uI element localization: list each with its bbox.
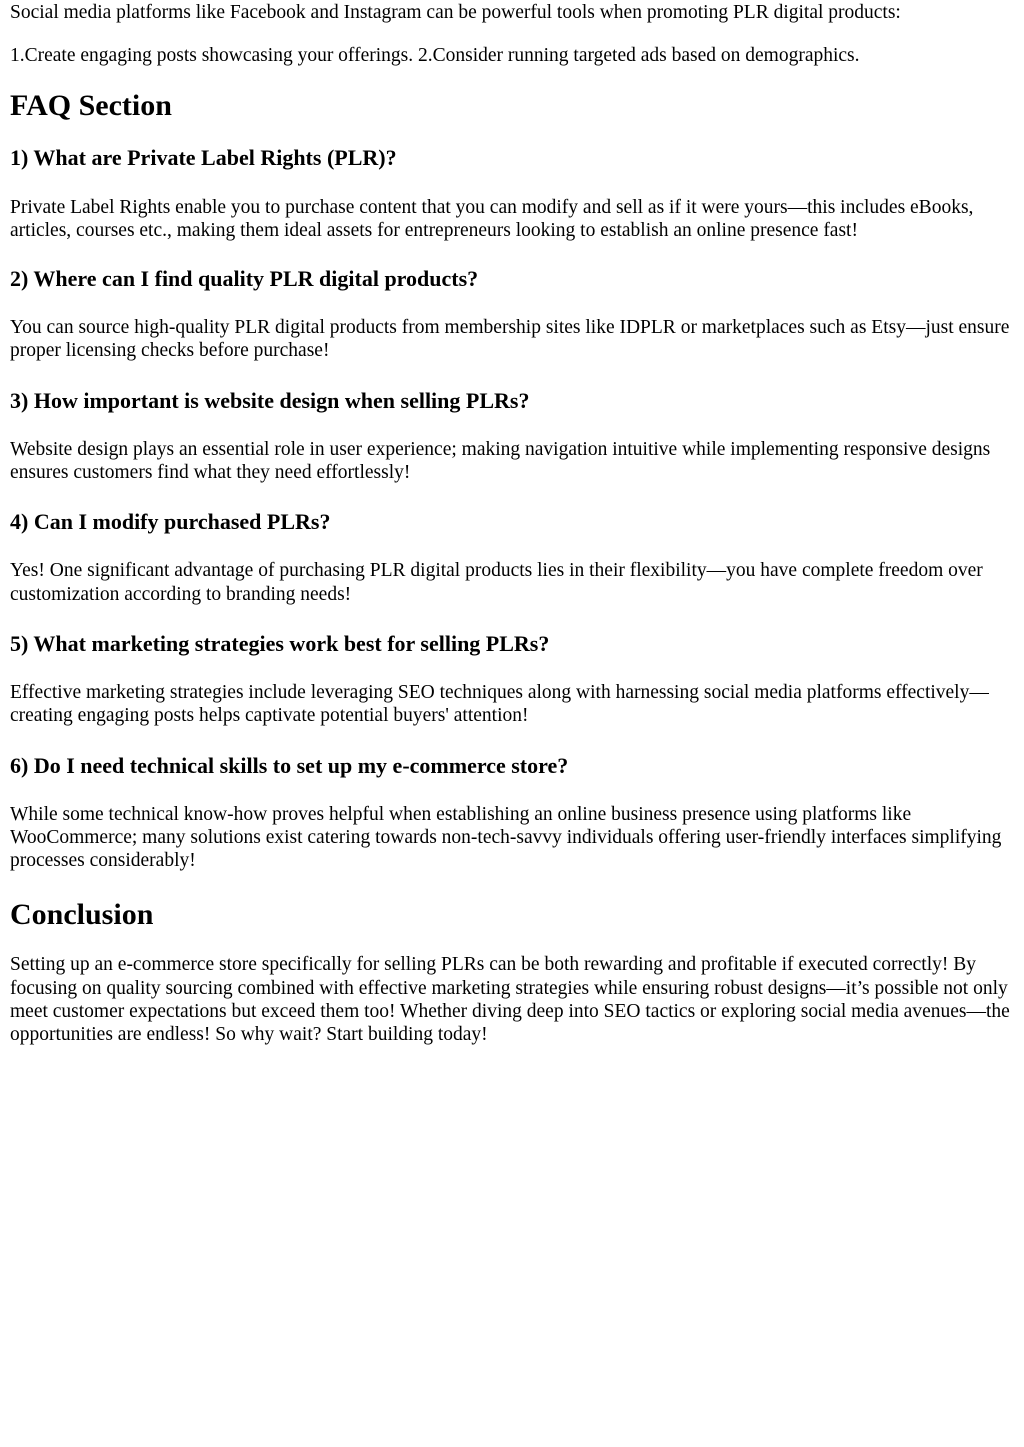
document-page	[0, 1, 1024, 1047]
faq-question: 1) What are Private Label Rights (PLR)?	[10, 144, 397, 170]
conclusion-paragraph: Setting up an e-commerce store specifically for selling PLRs can be both rewarding and profitable if executed correctly! By focusing on quality sourcing combined with effective marketing strategies while ensuring robust designs—it’s possible not only meet customer expectations but exceed them too! Whether diving deep into SEO tactics or exploring social media avenues—the opportunities are endless! So why wait? Start building today!	[10, 954, 1010, 1046]
faq-answer: While some technical know-how proves helpful when establishing an online business presence using platforms like WooCommerce; many solutions exist catering towards non-tech-savvy individuals offering user-friendly interfaces simplifying processes considerably!	[10, 803, 1002, 872]
faq-question: 4) Can I modify purchased PLRs?	[10, 509, 331, 535]
faq-heading: FAQ Section	[10, 88, 172, 122]
faq-question: 3) How important is website design when selling PLRs?	[10, 387, 530, 413]
faq-item	[10, 509, 1014, 606]
faq-answer: You can source high-quality PLR digital products from membership sites like IDPLR or marketplaces such as Etsy—just ensure proper licensing checks before purchase!	[10, 317, 1010, 362]
intro-paragraph: Social media platforms like Facebook and Instagram can be powerful tools when promoting PLR digital products:	[10, 2, 901, 23]
faq-answer: Website design plays an essential role in user experience; making navigation intuitive while implementing responsive designs ensures customers find what they need effortlessly!	[10, 438, 991, 484]
faq-item	[10, 631, 1014, 728]
faq-section	[10, 145, 1014, 873]
faq-question: 2) Where can I find quality PLR digital products?	[10, 266, 479, 292]
faq-question: 6) Do I need technical skills to set up my e-commerce store?	[10, 752, 569, 778]
faq-answer: Effective marketing strategies include leveraging SEO techniques along with harnessing social media platforms effectively—creating engaging posts helps captivate potential buyers' attention!	[10, 681, 989, 727]
faq-answer: Yes! One significant advantage of purchasing PLR digital products lies in their flexibility—you have complete freedom over customization according to branding needs!	[10, 560, 983, 605]
faq-item	[10, 388, 1014, 485]
faq-item	[10, 266, 1014, 363]
conclusion-heading: Conclusion	[10, 898, 154, 932]
intro-list-text: 1.Create engaging posts showcasing your offerings. 2.Consider running targeted ads based on demographics.	[10, 45, 860, 67]
faq-item	[10, 753, 1014, 873]
faq-item	[10, 145, 1014, 243]
faq-question: 5) What marketing strategies work best for selling PLRs?	[10, 630, 550, 656]
faq-answer: Private Label Rights enable you to purchase content that you can modify and sell as if it were yours—this includes eBooks, articles, courses etc., making them ideal assets for entrepreneurs looking to establish an online presence fast!	[10, 196, 974, 241]
